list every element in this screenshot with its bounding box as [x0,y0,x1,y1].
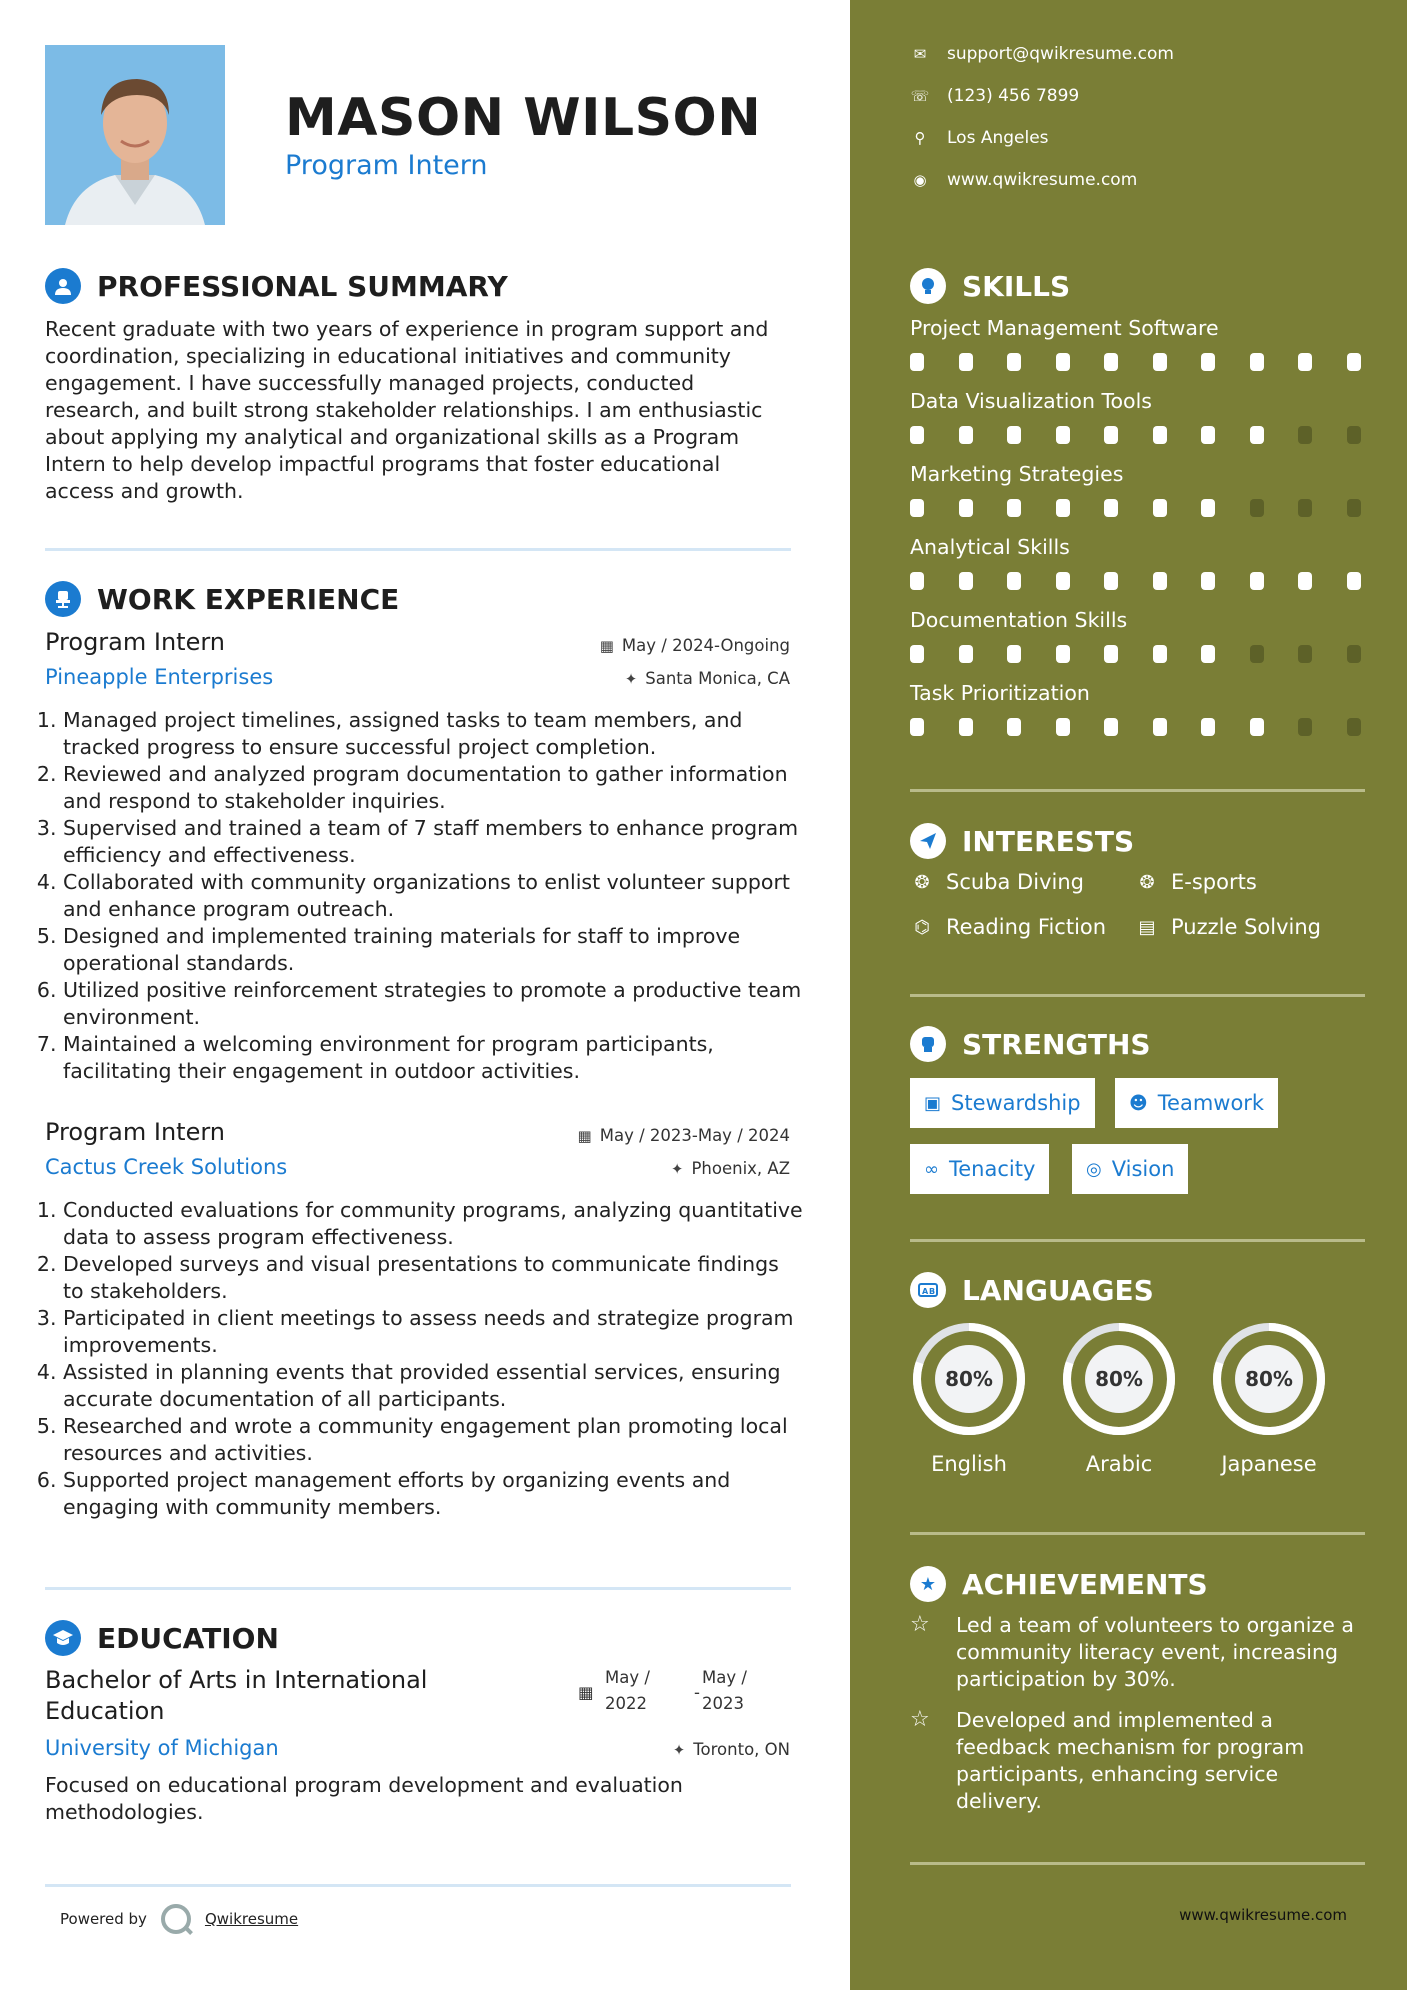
rating-dot [959,572,973,590]
languages-heading: A B LANGUAGES [910,1272,1154,1308]
rating-dot [1153,353,1167,371]
skill-name: Marketing Strategies [910,462,1124,486]
achievements-heading: ★ ACHIEVEMENTS [910,1566,1208,1602]
rating-dot [910,572,924,590]
paper-plane-icon [910,823,946,859]
rating-dot [1298,572,1312,590]
list-item: 6. Supported project management efforts by organizing events and engaging with community members. [63,1467,803,1521]
job-location: ✦ Santa Monica, CA [624,669,790,688]
life-ring-icon: ❂ [1139,871,1155,893]
list-item: 5. Designed and implemented training materials for staff to improve operational standards. [63,923,803,977]
section-divider [910,1532,1365,1535]
language-ring [1058,1318,1180,1440]
qwikresume-logo-icon [161,1904,191,1934]
interest-item: ▤ Puzzle Solving [1135,915,1321,939]
calendar-icon: ▦ [577,1126,592,1145]
section-divider [45,548,791,551]
strength-badge: ☻ Teamwork [1115,1078,1278,1128]
language-item [908,1318,1030,1476]
skill-name: Task Prioritization [910,681,1090,705]
language-percent: 80% [1245,1367,1293,1391]
rating-dot [1007,645,1021,663]
edu-start-date: May / 2022 [605,1668,650,1713]
skill-name: Project Management Software [910,316,1219,340]
users-icon: ☻ [1129,1092,1148,1114]
star-badge-icon: ★ [910,1566,946,1602]
language-ring [908,1318,1030,1440]
rating-dot [910,718,924,736]
rating-dot [1104,353,1118,371]
achievement-item: ☆ Developed and implemented a feedback mechanism for program participants, enhancing service delivery. [910,1707,1305,1813]
rating-dot [1153,645,1167,663]
skill-rating [910,572,1395,590]
degree-title: Bachelor of Arts in International Education [45,1666,428,1725]
achievement-item: ☆ Led a team of volunteers to organize a community literacy event, increasing participation by 30%. [910,1612,1354,1691]
section-divider [910,994,1365,997]
job-location: ✦ Phoenix, AZ [670,1159,790,1178]
language-percent: 80% [1095,1367,1143,1391]
life-ring-icon: ❂ [914,871,930,893]
rating-dot [1298,499,1312,517]
list-item: 4. Collaborated with community organizations to enlist volunteer support and enhance program outreach. [63,869,803,923]
list-item: 2. Developed surveys and visual presentations to communicate findings to stakeholders. [63,1251,803,1305]
strength-badge: ∞ Tenacity [910,1144,1049,1194]
language-ring [1208,1318,1330,1440]
list-item: 3. Supervised and trained a team of 7 staff members to enhance program efficiency and effectiveness. [63,815,803,869]
binoculars-icon: ◎ [1086,1158,1102,1180]
chair-icon [45,581,81,617]
star-icon: ☆ [910,1707,930,1732]
interest-item: ❂ E-sports [1135,870,1257,894]
rating-dot [1201,572,1215,590]
strength-badge: ◎ Vision [1072,1144,1188,1194]
rating-dot [1298,718,1312,736]
strength-badge: ▣ Stewardship [910,1078,1095,1128]
interests-heading: INTERESTS [910,823,1134,859]
graduation-cap-icon [45,1620,81,1656]
rating-dot [1007,426,1021,444]
rating-dot [910,353,924,371]
job-title: Program Intern [45,628,226,656]
user-icon [45,268,81,304]
edu-date-separator: - [694,1683,700,1702]
skill-rating [910,645,1395,663]
sidebar [850,0,1407,1990]
candidate-role: Program Intern [285,150,488,181]
list-item: 1. Conducted evaluations for community programs, analyzing quantitative data to assess program effectiveness. [63,1197,803,1251]
profile-photo [45,45,225,225]
rating-dot [959,426,973,444]
skill-name: Data Visualization Tools [910,389,1152,413]
section-divider [910,789,1365,792]
list-item: 4. Assisted in planning events that provided essential services, ensuring accurate documentation of all participants. [63,1359,803,1413]
rating-dot [1347,499,1361,517]
skill-rating [910,426,1395,444]
list-item: 2. Reviewed and analyzed program documentation to gather information and respond to stakeholder inquiries. [63,761,803,815]
rating-dot [1201,718,1215,736]
contact-website: ◉ www.qwikresume.com [910,170,1137,190]
rating-dot [1007,499,1021,517]
edu-location: ✦ Toronto, ON [672,1740,790,1759]
list-item: 1. Managed project timelines, assigned tasks to team members, and tracked progress to ensure successful project completion. [63,707,803,761]
list-item: 6. Utilized positive reinforcement strategies to promote a productive team environment. [63,977,803,1031]
rating-dot [1007,718,1021,736]
book-icon: ▤ [1138,916,1156,938]
rating-dot [1153,718,1167,736]
rating-dot [1250,645,1264,663]
rating-dot [1007,572,1021,590]
company-name: Pineapple Enterprises [45,665,274,689]
gamepad-icon: ⌬ [914,916,930,938]
pin-icon: ✦ [670,1159,684,1178]
language-percent: 80% [945,1367,993,1391]
rating-dot [959,499,973,517]
rating-dot [1347,572,1361,590]
section-divider [910,1862,1365,1865]
skills-heading: SKILLS [910,268,1070,304]
rating-dot [1201,499,1215,517]
contact-email: ✉ support@qwikresume.com [910,44,1174,64]
rating-dot [1056,718,1070,736]
job-date: ▦ May / 2024-Ongoing [599,636,790,655]
envelope-icon: ✉ [913,45,927,63]
rating-dot [1250,572,1264,590]
lightbulb-icon [910,268,946,304]
svg-text:B: B [929,1287,936,1296]
section-divider [910,1239,1365,1242]
rating-dot [1153,499,1167,517]
rating-dot [959,353,973,371]
section-divider [45,1587,791,1590]
language-item [1058,1318,1180,1476]
job-points [63,707,803,1085]
rating-dot [910,645,924,663]
rating-dot [1201,353,1215,371]
svg-text:A: A [922,1287,929,1296]
rating-dot [1104,645,1118,663]
contact-phone: ☏ (123) 456 7899 [910,86,1080,106]
rating-dot [1250,718,1264,736]
phone-icon: ☏ [910,87,930,105]
strengths-heading: STRENGTHS [910,1026,1151,1062]
rating-dot [1298,353,1312,371]
list-item: 3. Participated in client meetings to assess needs and strategize program improvements. [63,1305,803,1359]
job-date: ▦ May / 2023-May / 2024 [577,1126,790,1145]
rating-dot [1347,645,1361,663]
footer-url[interactable]: www.qwikresume.com [1179,1906,1347,1924]
summary-heading: PROFESSIONAL SUMMARY [45,268,508,304]
rating-dot [959,718,973,736]
rating-dot [1298,426,1312,444]
job-title: Program Intern [45,1118,226,1146]
interest-item: ⌬ Reading Fiction [910,915,1106,939]
summary-text: Recent graduate with two years of experience in program support and coordination, specializing in educational initiatives and community engagement. I have successfully managed projects, conducted research, and built strong stakeholder relationships. I am enthusiastic about applying my analytical and organizational skills as a Program Intern to help develop impactful programs that foster educational access and growth. [45,317,769,503]
rating-dot [1007,353,1021,371]
language-item [1208,1318,1330,1476]
map-marker-icon: ⚲ [914,129,926,147]
globe-icon: ◉ [913,171,927,189]
language-name: English [931,1452,1007,1476]
edu-end-date: May / 2023 [702,1668,747,1713]
rating-dot [1201,645,1215,663]
rating-dot [1298,645,1312,663]
job-points [63,1197,803,1521]
experience-heading: WORK EXPERIENCE [45,581,399,617]
rating-dot [910,426,924,444]
pin-icon: ✦ [672,1740,686,1759]
rating-dot [1056,572,1070,590]
skill-name: Documentation Skills [910,608,1128,632]
rating-dot [1056,353,1070,371]
language-name: Japanese [1221,1452,1317,1476]
briefcase-icon: ▣ [924,1092,942,1114]
rating-dot [1104,572,1118,590]
rating-dot [1056,645,1070,663]
rating-dot [1104,718,1118,736]
rating-dot [1104,499,1118,517]
powered-by: Powered by Qwikresume [60,1904,298,1934]
section-divider [45,1884,791,1887]
rating-dot [1201,426,1215,444]
rating-dot [1153,426,1167,444]
fist-icon [910,1026,946,1062]
education-heading: EDUCATION [45,1620,279,1656]
candidate-name: MASON WILSON [285,88,762,148]
rating-dot [1056,499,1070,517]
list-item: 7. Maintained a welcoming environment for program participants, facilitating their engagement in outdoor activities. [63,1031,803,1085]
translate-icon [910,1272,946,1308]
rating-dot [1347,353,1361,371]
calendar-icon: ▦ [578,1683,594,1702]
edu-description: Focused on educational program development and evaluation methodologies. [45,1773,683,1824]
skill-rating [910,499,1395,517]
star-icon: ☆ [910,1612,930,1637]
list-item: 5. Researched and wrote a community engagement plan promoting local resources and activities. [63,1413,803,1467]
brand-link[interactable]: Qwikresume [204,1910,299,1928]
rating-dot [1056,426,1070,444]
rating-dot [910,499,924,517]
rating-dot [1104,426,1118,444]
language-name: Arabic [1085,1452,1153,1476]
pin-icon: ✦ [624,669,638,688]
rating-dot [1250,426,1264,444]
rating-dot [1250,499,1264,517]
rating-dot [1347,718,1361,736]
skill-rating [910,353,1395,371]
calendar-icon: ▦ [599,636,614,655]
rating-dot [959,645,973,663]
skill-rating [910,718,1395,736]
company-name: Cactus Creek Solutions [45,1155,288,1179]
school-name: University of Michigan [45,1736,279,1760]
contact-location: ⚲ Los Angeles [910,128,1049,148]
interest-item: ❂ Scuba Diving [910,870,1084,894]
skill-name: Analytical Skills [910,535,1070,559]
rating-dot [1153,572,1167,590]
rating-dot [1347,426,1361,444]
link-icon: ∞ [924,1158,939,1180]
rating-dot [1250,353,1264,371]
